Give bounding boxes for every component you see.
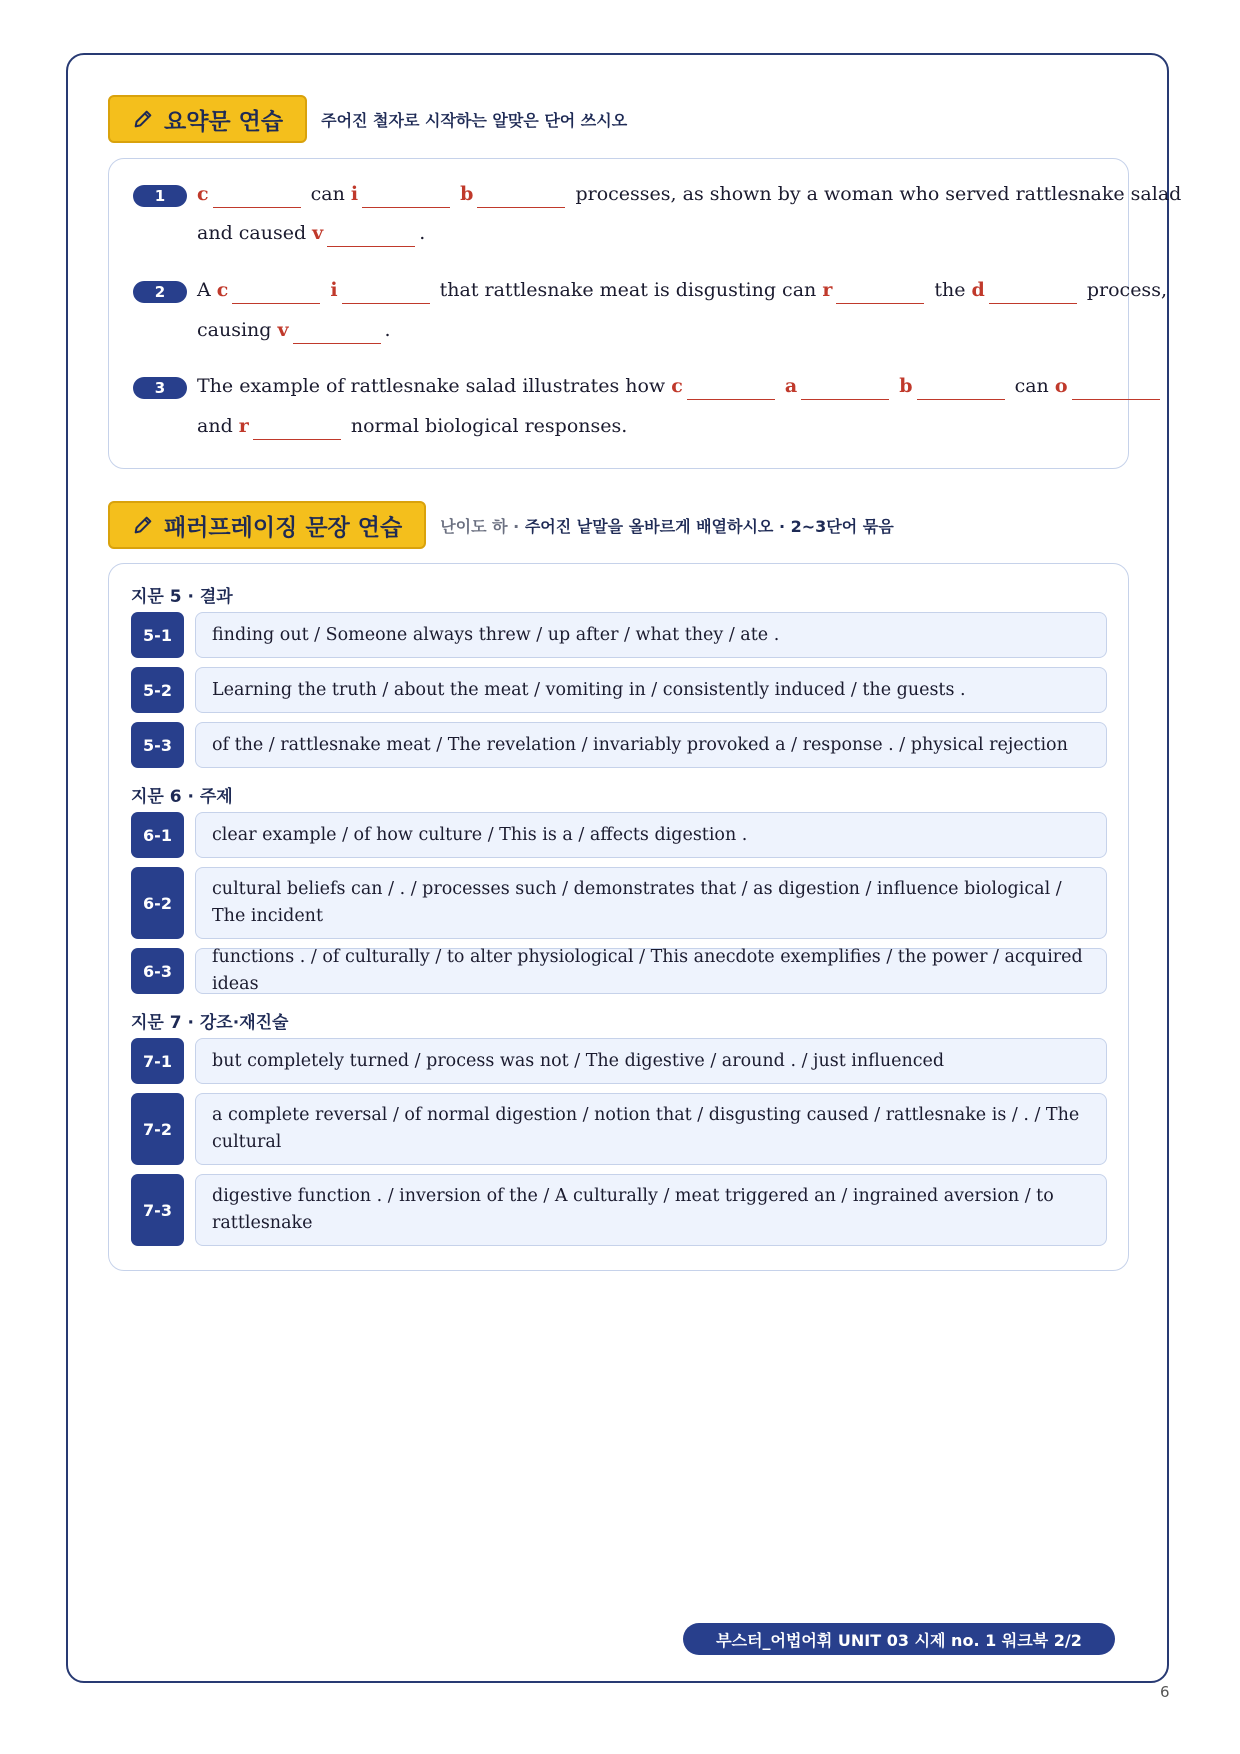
answer-blank[interactable] [477,185,565,208]
answer-blank[interactable] [213,185,301,208]
answer-blank[interactable] [1072,377,1160,400]
summary-section-header [108,95,627,143]
row-number-badge: 7-3 [131,1174,184,1246]
word-chunks-text: digestive function . / inversion of the / A culturally / meat triggered an / ingrained aversion / to rattlesnake [212,1186,1054,1233]
item-number-badge: 1 [133,185,187,207]
answer-blank[interactable] [253,417,341,440]
initial-letter: a [784,375,798,397]
initial-letter: c [216,279,229,301]
row-number-badge: 6-3 [131,948,184,994]
arrange-row [131,722,1111,768]
word-chunks-box [195,948,1107,994]
initial-letter: r [822,279,833,301]
word-chunks-text: functions . / of culturally / to alter physiological / This anecdote exemplifies / the power / acquired ideas [212,947,1083,994]
summary-sentence-line [197,319,391,344]
word-chunks-text: but completely turned / process was not / The digestive / around . / just influenced [212,1050,945,1071]
word-chunks-box [195,612,1107,658]
word-chunks-box [195,1174,1107,1246]
arrange-row [131,948,1111,994]
answer-blank[interactable] [342,281,430,304]
page-number: 6 [1160,1683,1170,1701]
paraphrase-section-title: 패러프레이징 문장 연습 [164,514,403,541]
answer-blank[interactable] [836,281,924,304]
summary-section-tab [108,95,307,143]
sentence-text: can [304,183,351,205]
arrange-row [131,1038,1111,1084]
arrange-row [131,812,1111,858]
row-number-badge: 7-2 [131,1093,184,1165]
summary-sentence-line [197,183,1181,208]
difficulty-level: 난이도 하 · [440,516,520,536]
answer-blank[interactable] [989,281,1077,304]
sentence-text: causing [197,319,278,341]
paraphrase-panel [108,563,1129,1271]
word-chunks-text: Learning the truth / about the meat / vomiting in / consistently induced / the guests . [212,679,966,700]
word-chunks-text: of the / rattlesnake meat / The revelation / invariably provoked a / response . / physical rejection [212,734,1068,755]
summary-instruction: 주어진 철자로 시작하는 알맞은 단어 쓰시오 [321,110,628,130]
word-chunks-box [195,1038,1107,1084]
answer-blank[interactable] [362,185,450,208]
item-number-badge: 2 [133,281,187,303]
paraphrase-instruction: 주어진 낱말을 올바르게 배열하시오 · 2~3단어 묶음 [524,516,894,536]
arrange-row [131,867,1111,939]
row-number-badge: 5-3 [131,722,184,768]
initial-letter: b [460,183,474,205]
arrange-row [131,1174,1111,1246]
sentence-text: the [928,279,972,301]
word-chunks-box [195,722,1107,768]
summary-sentence-line [197,222,425,247]
pencil-icon [132,108,154,130]
arrange-row [131,1093,1111,1165]
word-chunks-text: clear example / of how culture / This is a / affects digestion . [212,824,748,845]
row-number-badge: 5-2 [131,667,184,713]
summary-sentence-line [197,375,1164,400]
initial-letter: v [277,319,289,341]
summary-sentence-line [197,415,627,440]
sentence-text: can [1008,375,1055,397]
initial-letter: c [671,375,683,397]
sentence-text: process, [1080,279,1167,301]
passage-group-title: 지문 5 · 결과 [131,587,233,607]
word-chunks-text: a complete reversal / of normal digestion / notion that / disgusting caused / rattlesnake is / . / The cultural [212,1105,1080,1152]
passage-group-title: 지문 6 · 주제 [131,787,233,807]
sentence-text: normal biological responses. [344,415,628,437]
footer-badge: 부스터_어법어휘 UNIT 03 시제 no. 1 워크북 2/2 [683,1623,1115,1655]
row-number-badge: 5-1 [131,612,184,658]
word-chunks-box [195,867,1107,939]
initial-letter: v [312,222,324,244]
row-number-badge: 6-1 [131,812,184,858]
answer-blank[interactable] [801,377,889,400]
answer-blank[interactable] [687,377,775,400]
word-chunks-text: cultural beliefs can / . / processes such / demonstrates that / as digestion / influence biological / The incident [212,879,1062,926]
sentence-text: . [419,222,426,244]
summary-sentence-line [197,279,1167,304]
sentence-text: and caused [197,222,313,244]
answer-blank[interactable] [232,281,320,304]
summary-section-title: 요약문 연습 [164,108,284,135]
initial-letter: i [330,279,338,301]
arrange-row [131,612,1111,658]
sentence-text: A [197,279,217,301]
arrange-row [131,667,1111,713]
initial-letter: o [1054,375,1068,397]
summary-panel [108,158,1182,469]
word-chunks-box [195,667,1107,713]
answer-blank[interactable] [917,377,1005,400]
paraphrase-section-header [108,501,894,549]
word-chunks-box [195,1093,1107,1165]
word-chunks-box [195,812,1107,858]
answer-blank[interactable] [293,321,381,344]
sentence-text: that rattlesnake meat is disgusting can [433,279,823,301]
initial-letter: b [899,375,913,397]
row-number-badge: 7-1 [131,1038,184,1084]
initial-letter: d [971,279,985,301]
row-number-badge: 6-2 [131,867,184,939]
sentence-text: . [384,319,391,341]
item-number-badge: 3 [133,377,187,399]
sentence-text: and [197,415,239,437]
initial-letter: i [350,183,359,205]
sentence-text: processes, as shown by a woman who served rattlesnake salad [569,183,1182,205]
paraphrase-section-tab [108,501,426,549]
passage-group-title: 지문 7 · 강조·재진술 [131,1013,289,1033]
initial-letter: r [238,415,249,437]
word-chunks-text: finding out / Someone always threw / up after / what they / ate . [212,624,780,645]
answer-blank[interactable] [327,224,415,247]
pencil-icon [132,514,154,536]
initial-letter: c [197,183,209,205]
sentence-text: The example of rattlesnake salad illustrates how [197,375,672,397]
